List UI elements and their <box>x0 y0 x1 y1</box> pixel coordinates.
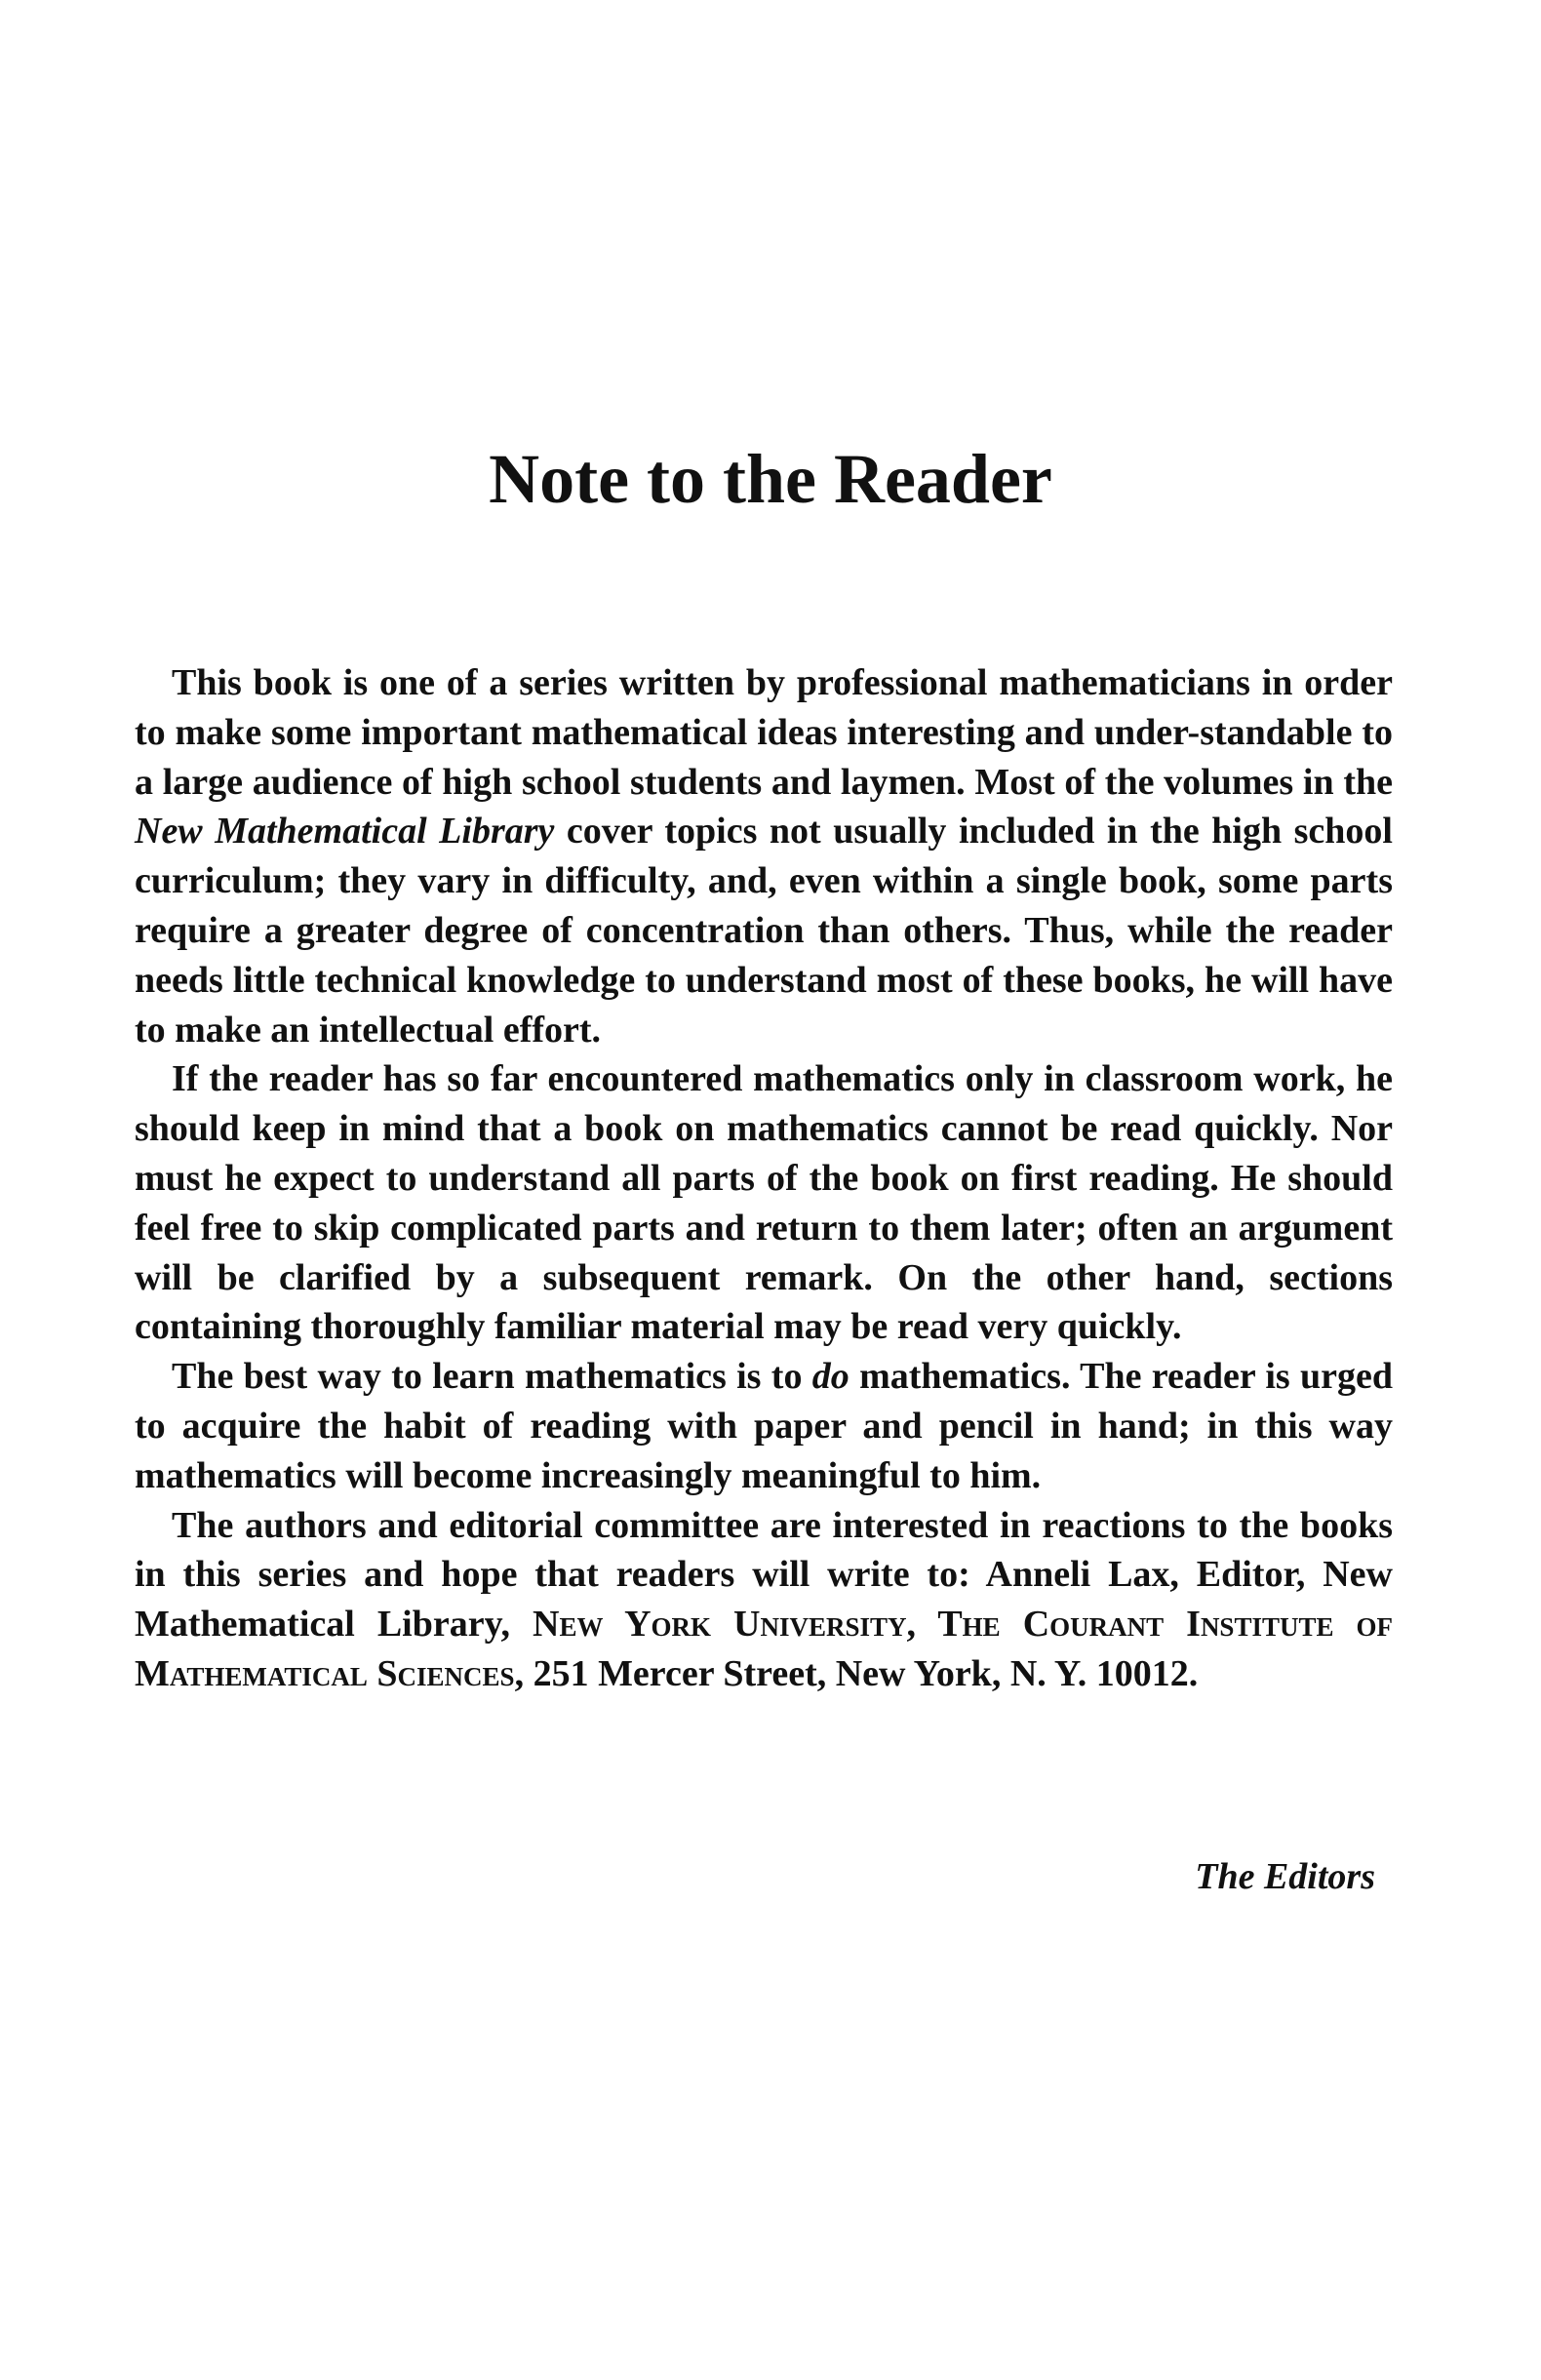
paragraph-4-text-a: The authors and editorial committee are interested in reactions to the books in this series and hope that readers will write to: Anneli Lax, Editor, New Mathematical Library, <box>135 1504 1393 1646</box>
emphasis-do: do <box>811 1356 850 1398</box>
paragraph-1-text-b: cover topics not usually included in the high school curriculum; they vary in difficulty, and, even within a single book, some parts require a greater degree of concentration than others. Thus, while the reader needs little technical knowledge to understand most of these books, he will have to make an intellectual effort. <box>135 811 1393 1051</box>
series-name: New Mathematical Library <box>135 811 555 853</box>
page-title: Note to the Reader <box>489 440 1052 518</box>
note-body <box>135 658 1393 1699</box>
paragraph-series-intro <box>135 658 1393 1054</box>
paragraph-contact <box>135 1501 1393 1699</box>
paragraph-do-mathematics <box>135 1352 1393 1500</box>
paragraph-4-text-b: , 251 Mercer Street, New York, N. Y. 10012. <box>514 1652 1199 1694</box>
paragraph-3-text-b: mathematics. The reader is urged to acquire the habit of reading with paper and pencil in hand; in this way mathematics will become increasingly meaningful to him. <box>135 1356 1394 1496</box>
paragraph-3-text-a: The best way to learn mathematics is to <box>172 1356 812 1398</box>
institution-name: New York University, The Courant Institute of Mathematical Sciences <box>135 1604 1393 1694</box>
editors-signature: The Editors <box>1195 1856 1375 1897</box>
paragraph-reading-advice: If the reader has so far encountered mathematics only in classroom work, he should keep in mind that a book on mathematics cannot be read quickly. Nor must he expect to understand all parts of the book on first reading. He should feel free to skip complicated parts and return to them later; often an argument will be clarified by a subsequent remark. On the other hand, sections containing thoroughly familiar material may be read very quickly. <box>135 1058 1393 1348</box>
paragraph-1-text-a: This book is one of a series written by professional mathematicians in order to make some important mathematical ideas interesting and under-standable to a large audience of high school students and laymen. Most of the volumes in the <box>135 662 1393 803</box>
